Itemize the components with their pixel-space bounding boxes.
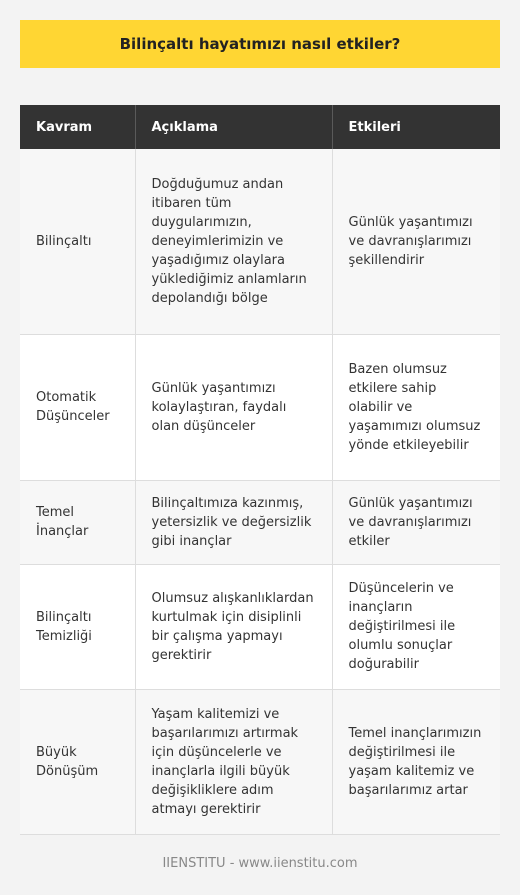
concepts-table [20, 105, 500, 835]
concept-cell: Temel İnançlar [20, 480, 135, 564]
description-cell: Bilinçaltımıza kazınmış, yetersizlik ve değersizlik gibi inançlar [135, 480, 332, 564]
effect-cell: Günlük yaşantımızı ve davranışlarımızı etkiler [332, 480, 500, 564]
effect-cell: Temel inançlarımızın değiştirilmesi ile yaşam kalitemiz ve başarılarımız artar [332, 689, 500, 834]
table-row [20, 149, 500, 334]
table-row [20, 689, 500, 834]
table-row [20, 480, 500, 564]
concept-cell: Otomatik Düşünceler [20, 334, 135, 480]
effect-cell: Günlük yaşantımızı ve davranışlarımızı şekillendirir [332, 149, 500, 334]
description-cell: Olumsuz alışkanlıklardan kurtulmak için disiplinli bir çalışma yapmayı gerektirir [135, 564, 332, 689]
table-row [20, 334, 500, 480]
column-header-description: Açıklama [135, 105, 332, 149]
concept-cell: Büyük Dönüşüm [20, 689, 135, 834]
effect-cell: Bazen olumsuz etkilere sahip olabilir ve yaşamımızı olumsuz yönde etkileyebilir [332, 334, 500, 480]
column-header-concept: Kavram [20, 105, 135, 149]
page-title: Bilinçaltı hayatımızı nasıl etkiler? [119, 35, 401, 53]
concept-cell: Bilinçaltı [20, 149, 135, 334]
description-cell: Yaşam kalitemizi ve başarılarımızı artırmak için düşüncelerle ve inançlarla ilgili büyük değişikliklere adım atmayı gerektirir [135, 689, 332, 834]
effect-cell: Düşüncelerin ve inançların değiştirilmesi ile olumlu sonuçlar doğurabilir [332, 564, 500, 689]
footer-credit: IIENSTITU - www.iienstitu.com [162, 856, 358, 871]
concept-cell: Bilinçaltı Temizliği [20, 564, 135, 689]
column-header-effect: Etkileri [332, 105, 500, 149]
table-header-row [20, 105, 500, 149]
table-row [20, 564, 500, 689]
description-cell: Günlük yaşantımızı kolaylaştıran, faydalı olan düşünceler [135, 334, 332, 480]
description-cell: Doğduğumuz andan itibaren tüm duygularımızın, deneyimlerimizin ve yaşadığımız olaylara yüklediğimiz anlamların depolandığı bölge [135, 149, 332, 334]
title-banner [20, 20, 500, 68]
